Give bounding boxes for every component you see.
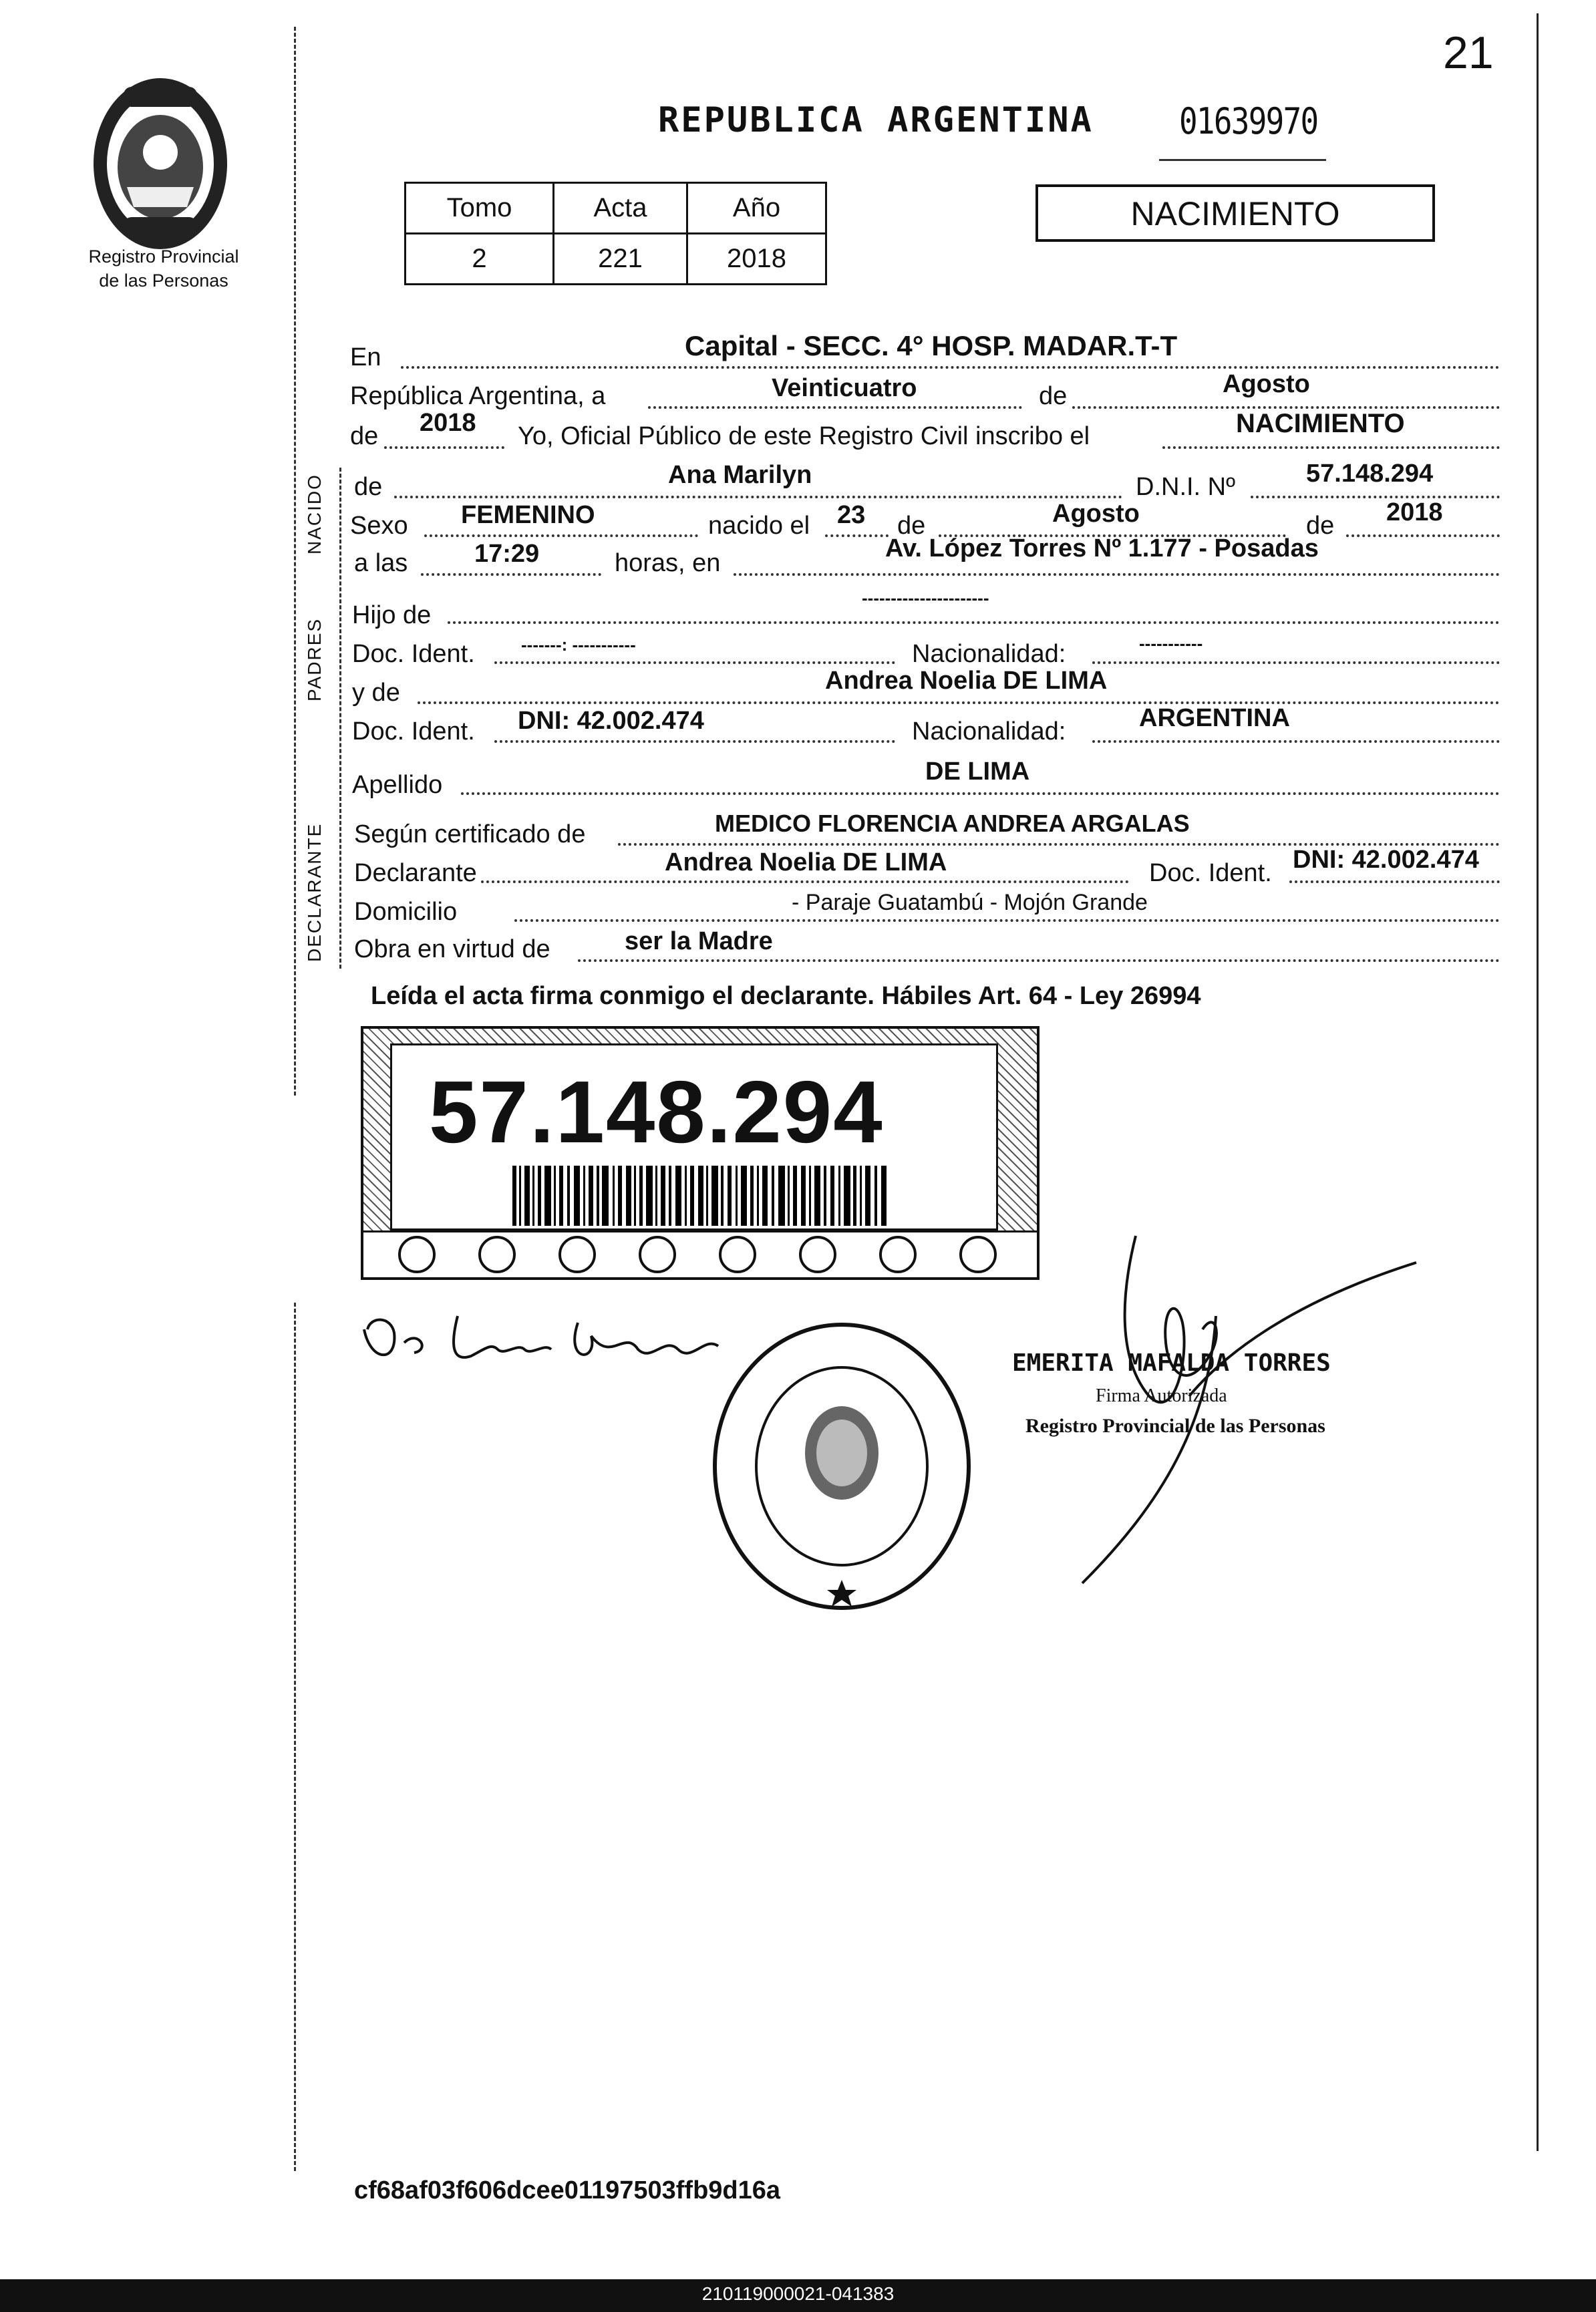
doc1-value: -------: ----------- xyxy=(521,635,636,655)
page-number: 21 xyxy=(1443,27,1494,78)
nacido-el-label: nacido el xyxy=(708,512,810,540)
hijo-label: Hijo de xyxy=(352,601,432,629)
year-de-label: de xyxy=(350,422,379,450)
apellido-dots xyxy=(461,792,1500,795)
en-label: En xyxy=(350,343,381,371)
certificado-value: MEDICO FLORENCIA ANDREA ARGALAS xyxy=(715,810,1190,837)
en-value: Capital - SECC. 4° HOSP. MADAR.T-T xyxy=(685,330,1178,361)
lugar-value: Av. López Torres Nº 1.177 - Posadas xyxy=(885,534,1319,562)
inscribo-dots xyxy=(1162,446,1500,449)
official-signature xyxy=(1056,1222,1430,1597)
doc2-dots xyxy=(494,740,895,743)
yde-label: y de xyxy=(352,679,400,707)
decl-doc-label: Doc. Ident. xyxy=(1149,859,1272,887)
nacido-de-label: de xyxy=(897,512,926,540)
nacido-day-value: 23 xyxy=(837,501,866,529)
declarant-signature xyxy=(357,1303,732,1376)
sexo-label: Sexo xyxy=(350,512,408,540)
nac2-value: ARGENTINA xyxy=(1139,704,1290,732)
leida-statement: Leída el acta firma conmigo el declarante. Hábiles Art. 64 - Ley 26994 xyxy=(371,982,1201,1010)
section-label-padres: PADRES xyxy=(304,617,325,701)
serial-underline xyxy=(1159,159,1326,161)
hora-dots xyxy=(421,573,601,576)
day-value: Veinticuatro xyxy=(772,374,917,402)
registry-line-1: Registro Provincial xyxy=(88,246,239,267)
doc1-dots xyxy=(494,661,895,664)
registry-line-2: de las Personas xyxy=(99,271,228,291)
lugar-dots xyxy=(734,573,1500,576)
ano-header: Año xyxy=(687,183,826,234)
nacido-de2-label: de xyxy=(1306,512,1335,540)
decl-doc-dots xyxy=(1289,880,1500,883)
madre-value: Andrea Noelia DE LIMA xyxy=(825,667,1108,695)
nacido-day-dots xyxy=(825,534,889,537)
declarante-value: Andrea Noelia DE LIMA xyxy=(665,848,947,876)
official-registry: Registro Provincial de las Personas xyxy=(1025,1415,1325,1437)
madre-dots xyxy=(418,701,1500,704)
section-label-nacido: NACIDO xyxy=(304,474,325,554)
nombre-value: Ana Marilyn xyxy=(668,461,812,489)
inner-binding-line xyxy=(339,468,341,969)
nac2-label: Nacionalidad: xyxy=(912,717,1066,746)
dni-sticker-panel xyxy=(390,1043,998,1230)
domicilio-dots xyxy=(514,919,1500,922)
alas-label: a las xyxy=(354,549,408,577)
record-table-value-row xyxy=(406,234,826,285)
misiones-coat-of-arms-logo xyxy=(87,73,234,254)
country-title: REPUBLICA ARGENTINA xyxy=(658,100,1094,140)
right-margin-line xyxy=(1537,13,1539,2151)
document-hash: cf68af03f606dcee01197503ffb9d16a xyxy=(354,2176,781,2204)
record-type-box: NACIMIENTO xyxy=(1035,184,1435,242)
month-value: Agosto xyxy=(1223,370,1310,398)
sexo-value: FEMENINO xyxy=(461,501,595,529)
nac2-dots xyxy=(1092,740,1500,743)
left-binding-line xyxy=(294,27,296,1096)
obra-value: ser la Madre xyxy=(625,927,773,955)
doc2-label: Doc. Ident. xyxy=(352,717,475,746)
declarante-dots xyxy=(481,880,1129,883)
month-de-label: de xyxy=(1039,382,1068,410)
hora-value: 17:29 xyxy=(474,540,540,568)
dni-sticker-pattern-strip xyxy=(363,1230,1037,1277)
obra-label: Obra en virtud de xyxy=(354,935,550,963)
dni-dots xyxy=(1251,496,1500,498)
doc2-value: DNI: 42.002.474 xyxy=(518,707,704,735)
day-dots xyxy=(648,406,1022,409)
registry-name xyxy=(73,244,254,293)
declarante-label: Declarante xyxy=(354,859,477,887)
record-table-header-row xyxy=(406,183,826,234)
tomo-header: Tomo xyxy=(406,183,554,234)
dni-label: D.N.I. Nº xyxy=(1136,473,1235,501)
decl-doc-value: DNI: 42.002.474 xyxy=(1293,846,1479,874)
inscribo-label: Yo, Oficial Público de este Registro Civil inscribo el xyxy=(518,422,1090,450)
hijo-value: ---------------------- xyxy=(862,588,989,608)
sexo-dots xyxy=(424,534,698,537)
dni-value: 57.148.294 xyxy=(1306,460,1434,488)
nac1-label: Nacionalidad: xyxy=(912,640,1066,668)
domicilio-label: Domicilio xyxy=(354,898,458,926)
inscribo-value: NACIMIENTO xyxy=(1236,409,1405,438)
record-table xyxy=(404,182,827,285)
en-dots xyxy=(401,366,1500,369)
acta-header: Acta xyxy=(554,183,687,234)
domicilio-value: - Paraje Guatambú - Mojón Grande xyxy=(792,890,1148,915)
obra-dots xyxy=(578,959,1500,962)
acta-value: 221 xyxy=(554,234,687,285)
document-id: 210119000021-041383 xyxy=(701,2283,895,2304)
official-name: EMERITA MAFALDA TORRES xyxy=(1012,1349,1331,1377)
republica-label: República Argentina, a xyxy=(350,382,606,410)
left-binding-line-lower xyxy=(294,1303,296,2171)
nombre-de-label: de xyxy=(354,473,383,501)
barcode-icon xyxy=(512,1166,887,1226)
apellido-value: DE LIMA xyxy=(925,758,1030,786)
r-pattern-icon xyxy=(363,1232,1037,1277)
nac1-dots xyxy=(1092,661,1500,664)
year-value: 2018 xyxy=(420,409,476,437)
tomo-value: 2 xyxy=(406,234,554,285)
official-role: Firma Autorizada xyxy=(1096,1385,1227,1406)
certificado-label: Según certificado de xyxy=(354,820,586,848)
year-dots xyxy=(384,446,504,449)
nac1-value: ----------- xyxy=(1139,633,1203,653)
hijo-dots xyxy=(448,621,1500,624)
ano-value: 2018 xyxy=(687,234,826,285)
dni-sticker xyxy=(361,1026,1040,1280)
horas-en-label: horas, en xyxy=(615,549,721,577)
apellido-label: Apellido xyxy=(352,771,443,799)
nacido-month-value: Agosto xyxy=(1052,500,1140,528)
nacido-year-dots xyxy=(1346,534,1500,537)
nombre-dots xyxy=(394,496,1122,498)
registry-stamp xyxy=(708,1319,975,1613)
section-label-declarante: DECLARANTE xyxy=(304,822,325,962)
serial-number: 01639970 xyxy=(1179,100,1318,142)
dni-sticker-number: 57.148.294 xyxy=(429,1063,884,1161)
doc1-label: Doc. Ident. xyxy=(352,640,475,668)
nacido-year-value: 2018 xyxy=(1386,498,1443,526)
